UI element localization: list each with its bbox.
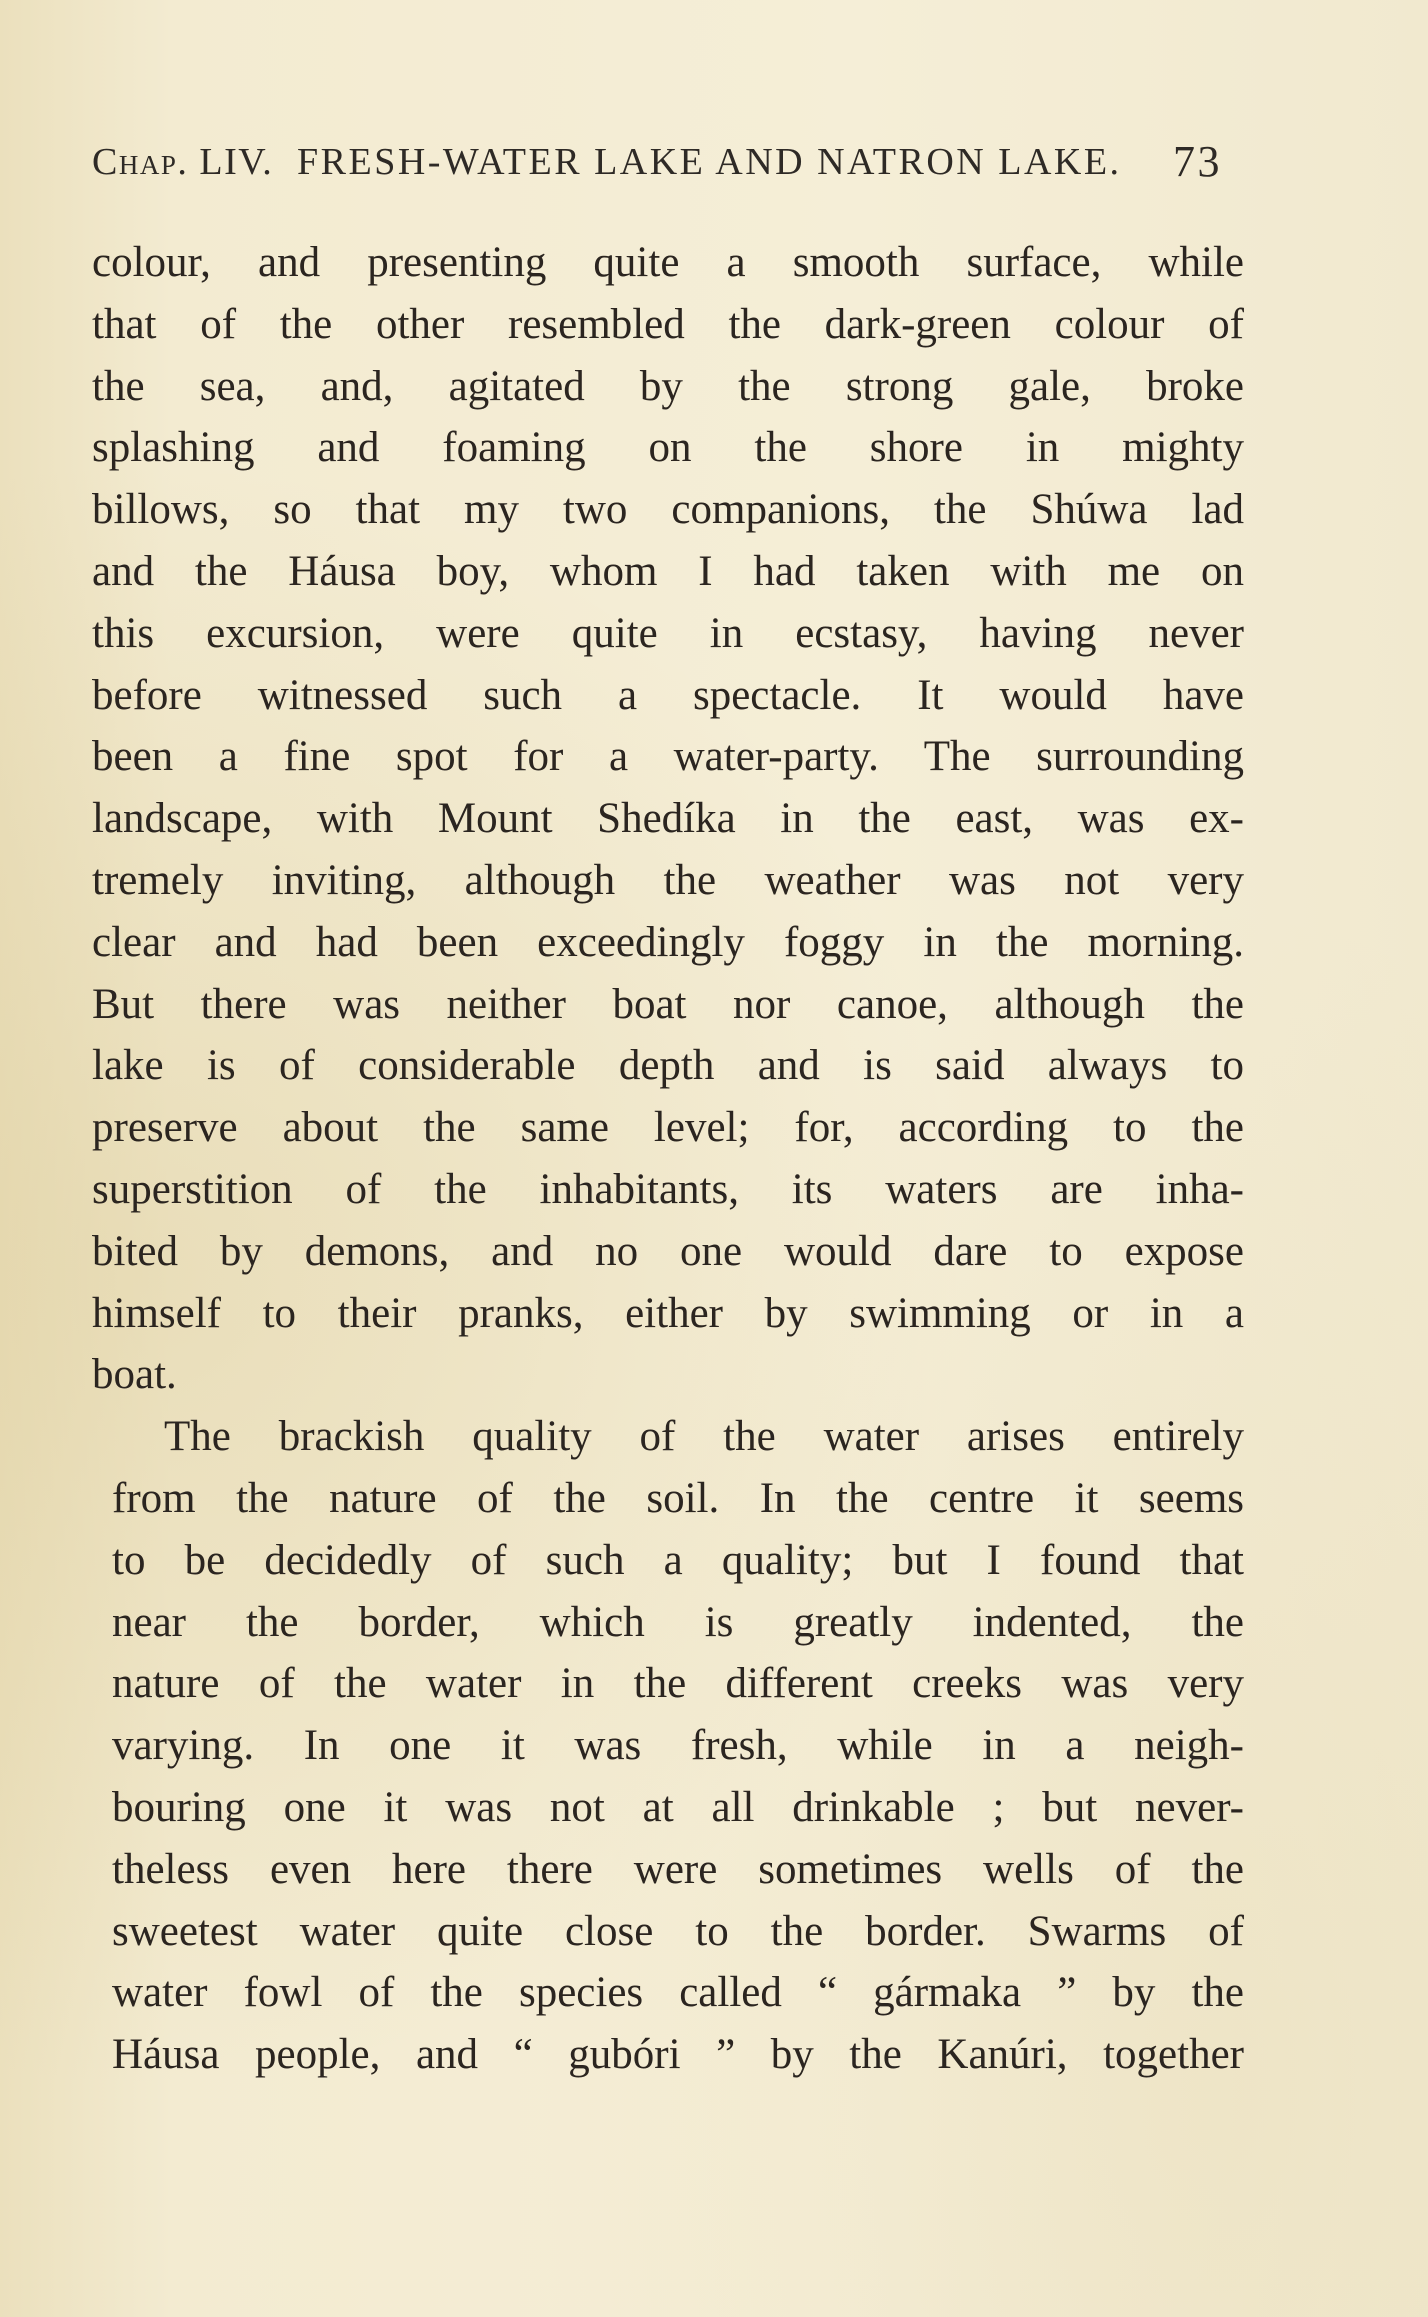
text-line: bouring one it was not at all drinkable ; but never- (112, 1783, 1244, 1831)
running-head (92, 137, 1222, 196)
text-line: bited by demons, and no one would dare to expose (92, 1227, 1244, 1275)
text-line: lake is of considerable depth and is said always to (92, 1042, 1244, 1090)
text-line: boat. (92, 1351, 177, 1399)
paragraph-2 (92, 1406, 1244, 2086)
text-line: sweetest water quite close to the border. Swarms of (112, 1907, 1244, 1955)
text-line: Háusa people, and “ gubóri ” by the Kanúri, together (112, 2031, 1244, 2079)
text-line: tremely inviting, although the weather was not very (92, 856, 1244, 904)
text-line: clear and had been exceedingly foggy in the morning. (92, 918, 1244, 966)
body-text (92, 232, 1244, 2086)
text-line: to be decidedly of such a quality; but I found that (112, 1536, 1244, 1584)
text-line: preserve about the same level; for, according to the (92, 1104, 1244, 1152)
text-line: before witnessed such a spectacle. It would have (92, 671, 1244, 719)
chapter-label: Chap. LIV. (92, 141, 274, 183)
text-line: superstition of the inhabitants, its waters are inha- (92, 1165, 1244, 1213)
text-line: The brackish quality of the water arises entirely (164, 1413, 1244, 1461)
text-line: this excursion, were quite in ecstasy, having never (92, 609, 1244, 657)
text-line: near the border, which is greatly indented, the (112, 1598, 1244, 1646)
text-line: water fowl of the species called “ gármaka ” by the (112, 1969, 1244, 2017)
text-line: landscape, with Mount Shedíka in the east, was ex- (92, 795, 1244, 843)
text-line: colour, and presenting quite a smooth surface, while (92, 239, 1244, 286)
text-line: varying. In one it was fresh, while in a neigh- (112, 1722, 1244, 1770)
text-line: and the Háusa boy, whom I had taken with me on (92, 547, 1244, 595)
paragraph-1 (92, 232, 1244, 1406)
text-line: himself to their pranks, either by swimming or in a (92, 1289, 1244, 1337)
text-line: the sea, and, agitated by the strong gale, broke (92, 362, 1244, 410)
text-line: But there was neither boat nor canoe, although the (92, 980, 1244, 1028)
text-line: billows, so that my two companions, the Shúwa lad (92, 486, 1244, 534)
text-line: from the nature of the soil. In the centre it seems (112, 1474, 1244, 1522)
text-line: that of the other resembled the dark-green colour of (92, 300, 1244, 348)
text-line: theless even here there were sometimes wells of the (112, 1845, 1244, 1893)
text-line: nature of the water in the different creeks was very (112, 1660, 1244, 1708)
page-number: 73 (1173, 137, 1222, 186)
text-line: been a fine spot for a water-party. The surrounding (92, 733, 1244, 781)
page-title: FRESH-WATER LAKE AND NATRON LAKE. (297, 141, 1122, 183)
text-line: splashing and foaming on the shore in mighty (92, 424, 1244, 472)
